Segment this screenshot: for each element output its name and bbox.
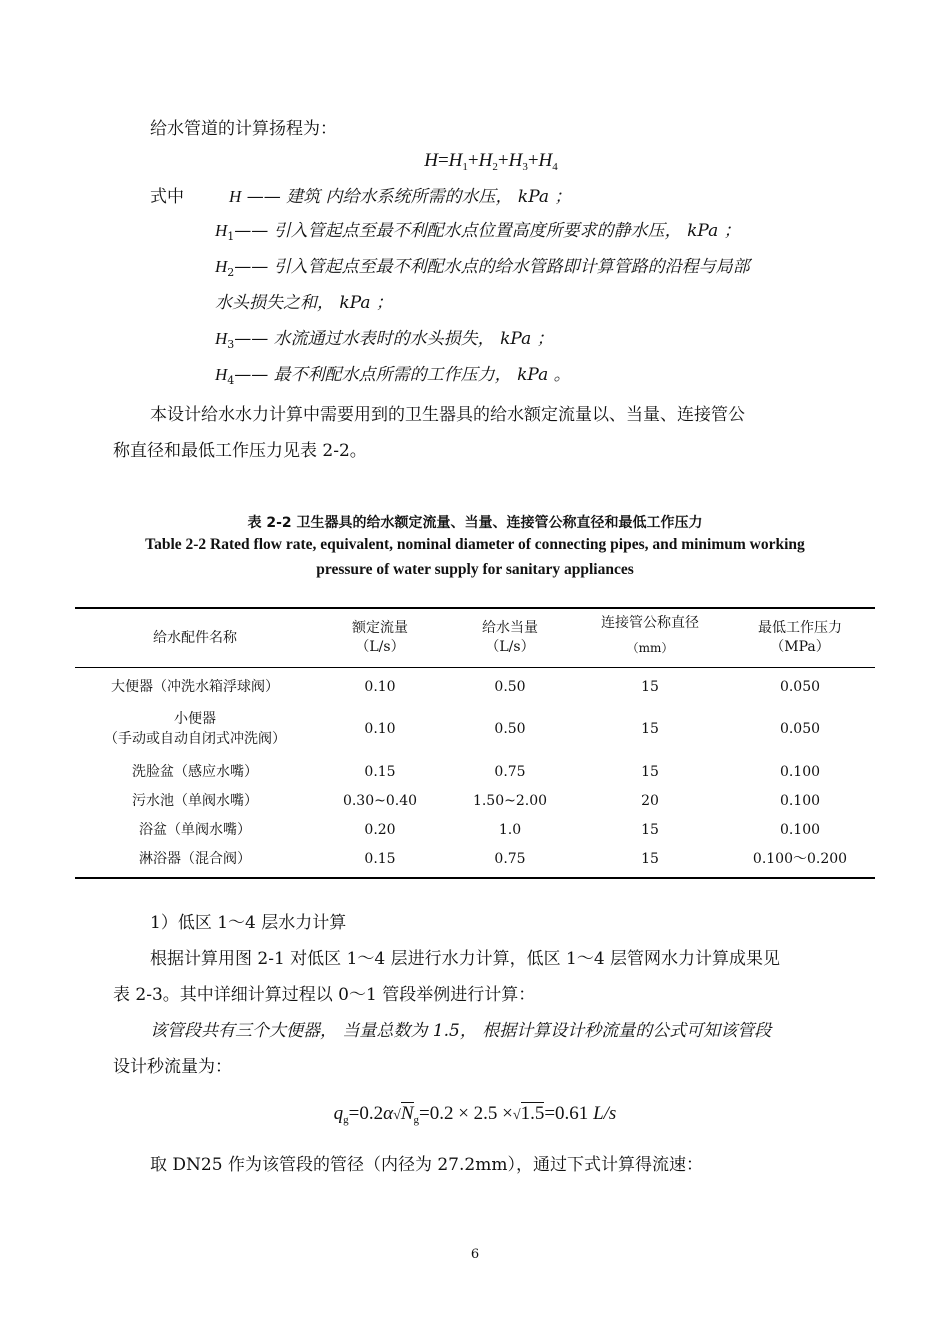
def-h4: $H_4——$ 最不利配水点所需的工作压力， kPa 。 [215, 365, 571, 387]
paragraph-3-line-2: 设计秒流量为： [113, 1057, 232, 1077]
header-nominal-diameter: 连接管公称直径 （mm） [575, 608, 725, 668]
paragraph-3-line-1: 该管段共有三个大便器， 当量总数为 1.5， 根据计算设计秒流量的公式可知该管段 [150, 1021, 772, 1041]
paragraph-1-line-2: 称直径和最低工作压力见表 2-2。 [113, 441, 367, 461]
table-row: 小便器 （手动或自动自闭式冲洗阀） 0.10 0.50 15 0.050 [104, 711, 821, 747]
section-heading: 1）低区 1～4 层水力计算 [150, 913, 347, 933]
header-equivalent: 给水当量 （L/s） [445, 608, 575, 668]
header-rated-flow: 额定流量 （L/s） [315, 608, 445, 668]
header-fixture-name: 给水配件名称 [75, 608, 315, 668]
table-row: 浴盆（单阀水嘴） 0.20 1.0 15 0.100 [139, 821, 821, 838]
intro-text: 给水管道的计算扬程为： [150, 119, 337, 139]
head-equation: $H=H_1+H_2+H_3+H_4$ [424, 150, 558, 173]
table-row: 污水池（单阀水嘴） 0.30~0.40 1.50~2.00 20 0.100 [132, 792, 821, 809]
paragraph-2-line-1: 根据计算用图 2-1 对低区 1～4 层进行水力计算，低区 1～4 层管网水力计算成果见 [150, 949, 781, 969]
table-row: 大便器（冲洗水箱浮球阀） 0.10 0.50 15 0.050 [111, 678, 821, 695]
table-caption-en-line-2: pressure of water supply for sanitary appliances [316, 561, 634, 578]
def-h1: $H_1——$ 引入管起点至最不利配水点位置高度所要求的静水压， kPa ； [215, 221, 741, 243]
table-row: 洗脸盆（感应水嘴） 0.15 0.75 15 0.100 [132, 763, 821, 780]
page-number: 6 [470, 1247, 480, 1262]
def-h2-cont: 水头损失之和， kPa ； [215, 293, 393, 313]
where-label: 式中 [150, 187, 184, 207]
table-caption-en-line-1: Table 2-2 Rated flow rate, equivalent, nominal diameter of connecting pipes, and minimum working [145, 536, 805, 553]
paragraph-2-line-2: 表 2-3。其中详细计算过程以 0～1 管段举例进行计算： [113, 985, 536, 1005]
def-h3: $H_3——$ 水流通过水表时的水头损失， kPa ； [215, 329, 554, 351]
flow-formula: $q_g=0.2\alpha√N_g=0.2 \times 2.5 \times√1.5=0.61$ L/s [333, 1103, 617, 1126]
def-h: H —— 建筑 内给水系统所需的水压， kPa ； [229, 187, 572, 207]
paragraph-4: 取 DN25 作为该管段的管径（内径为 27.2mm），通过下式计算得流速： [150, 1155, 703, 1175]
fixture-table [75, 607, 875, 879]
table-header-row [75, 608, 875, 668]
paragraph-1-line-1: 本设计给水水力计算中需要用到的卫生器具的给水额定流量以、当量、连接管公 [150, 405, 745, 425]
def-h2: $H_2——$ 引入管起点至最不利配水点的给水管路即计算管路的沿程与局部 [215, 257, 750, 279]
table-caption-cn: 表 2-2 卫生器具的给水额定流量、当量、连接管公称直径和最低工作压力 [247, 515, 703, 531]
header-min-pressure: 最低工作压力 （MPa） [725, 608, 875, 668]
table-row: 淋浴器（混合阀） 0.15 0.75 15 0.100～0.200 [139, 850, 848, 867]
